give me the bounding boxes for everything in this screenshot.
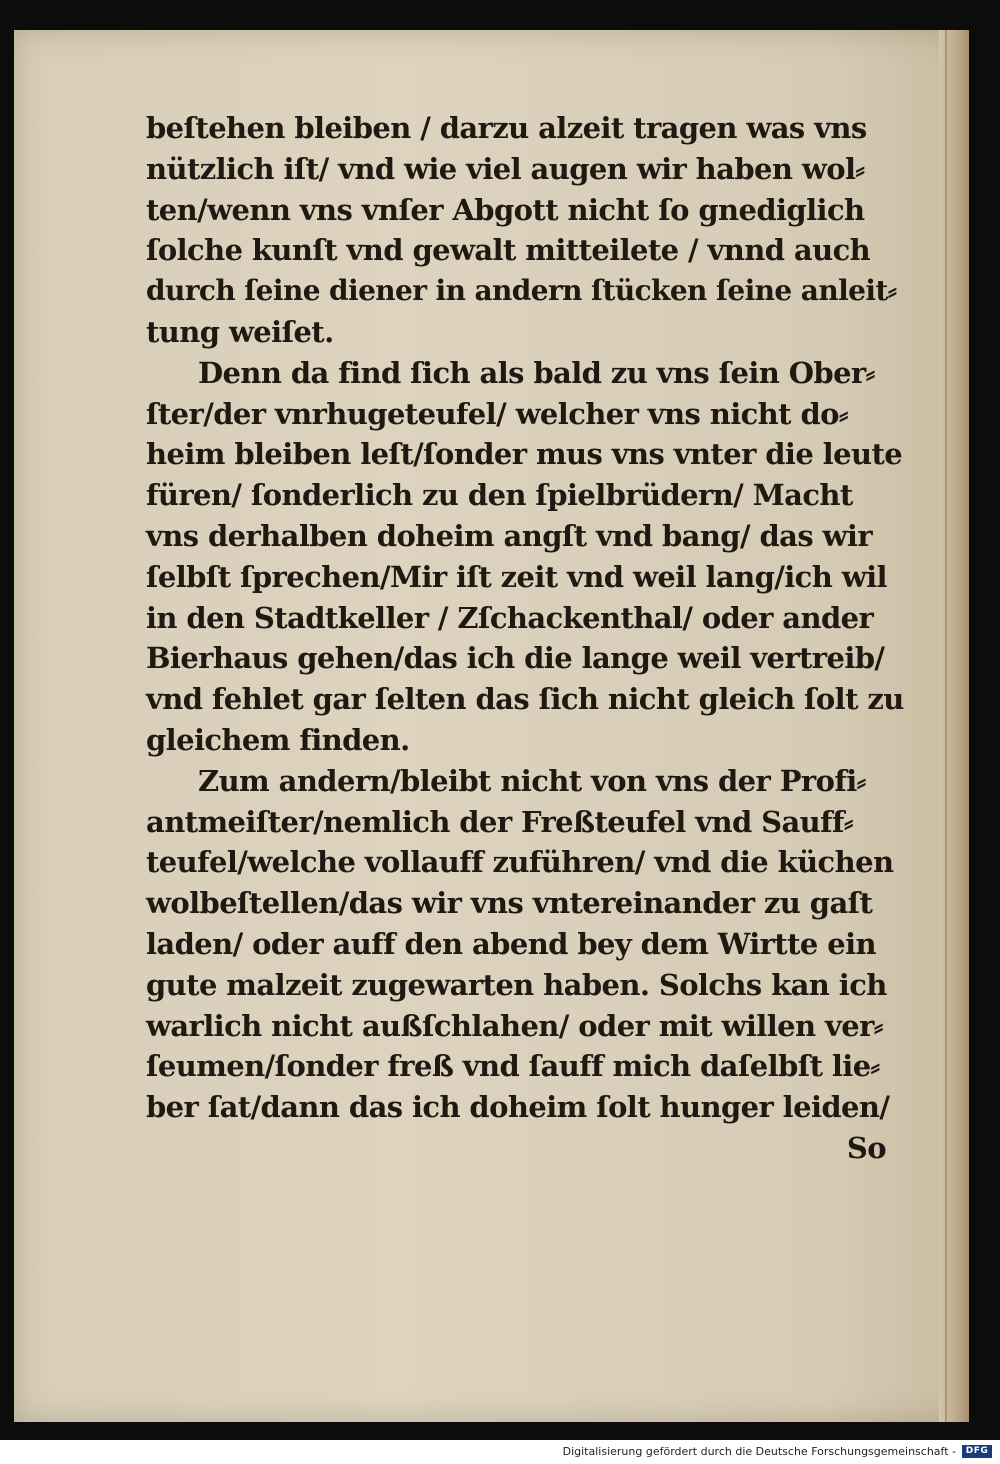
funding-credit: Digitalisierung gefördert durch die Deutsche Forschungsgemeinschaft - <box>562 1445 956 1458</box>
text-line: antmeiſter/nemlich der Freßteufel vnd Sauff⸗ <box>146 804 853 839</box>
text-line: gute malzeit zugewarten haben. Solchs kan ich <box>146 967 887 1002</box>
text-line: laden/ oder auff den abend bey dem Wirtte ein <box>146 926 876 961</box>
text-line: füren/ ſonderlich zu den ſpielbrüdern/ Macht <box>146 478 853 513</box>
text-line: ber ſat/dann das ich doheim ſolt hunger leiden/ <box>146 1090 890 1125</box>
text-line: vnd fehlet gar ſelten das ſich nicht gleich ſolt zu <box>146 682 904 717</box>
text-line: ſelbſt ſprechen/Mir iſt zeit vnd weil lang/ich wil <box>146 559 887 594</box>
text-line: ſter/der vnrhugeteufel/ welcher vns nicht do⸗ <box>146 396 848 431</box>
text-line: ten/wenn vns vnſer Abgott nicht ſo gnediglich <box>146 192 865 227</box>
text-line: Bierhaus gehen/das ich die lange weil vertreib/ <box>146 641 885 676</box>
text-line: gleichem finden. <box>146 722 410 757</box>
text-line: wolbeſtellen/das wir vns vntereinander zu gaſt <box>146 886 873 921</box>
dfg-logo-icon: DFG <box>962 1445 992 1458</box>
text-line: in den Stadtkeller / Zſchackenthal/ oder ander <box>146 600 874 635</box>
text-line: vns derhalben doheim angſt vnd bang/ das wir <box>146 518 873 553</box>
text-line: warlich nicht außſchlahen/ oder mit willen ver⸗ <box>146 1008 883 1043</box>
text-line: ſeumen/ſonder freß vnd ſauff mich daſelbſt lie⸗ <box>146 1049 880 1084</box>
text-line: Denn da find ſich als bald zu vns ſein Ober⸗ <box>198 355 875 390</box>
text-line: heim bleiben leſt/ſonder mus vns vnter die leute <box>146 437 903 472</box>
text-line: Zum andern/bleibt nicht von vns der Profi⸗ <box>198 763 866 798</box>
text-line: teufel/welche vollauff zuführen/ vnd die küchen <box>146 845 894 880</box>
text-line: tung weiſet. <box>146 314 334 349</box>
page-edge <box>939 30 969 1422</box>
page-text <box>146 108 906 1169</box>
text-line: beſtehen bleiben / darzu alzeit tragen was vns <box>146 111 867 145</box>
catchword: So <box>846 1130 886 1165</box>
footer-bar <box>0 1440 1000 1464</box>
text-line: durch ſeine diener in andern ſtücken ſeine anleit⸗ <box>146 274 897 308</box>
text-line: ſolche kunſt vnd gewalt mitteilete / vnnd auch <box>146 233 871 268</box>
text-line: nützlich iſt/ vnd wie viel augen wir haben wol⸗ <box>146 151 865 186</box>
